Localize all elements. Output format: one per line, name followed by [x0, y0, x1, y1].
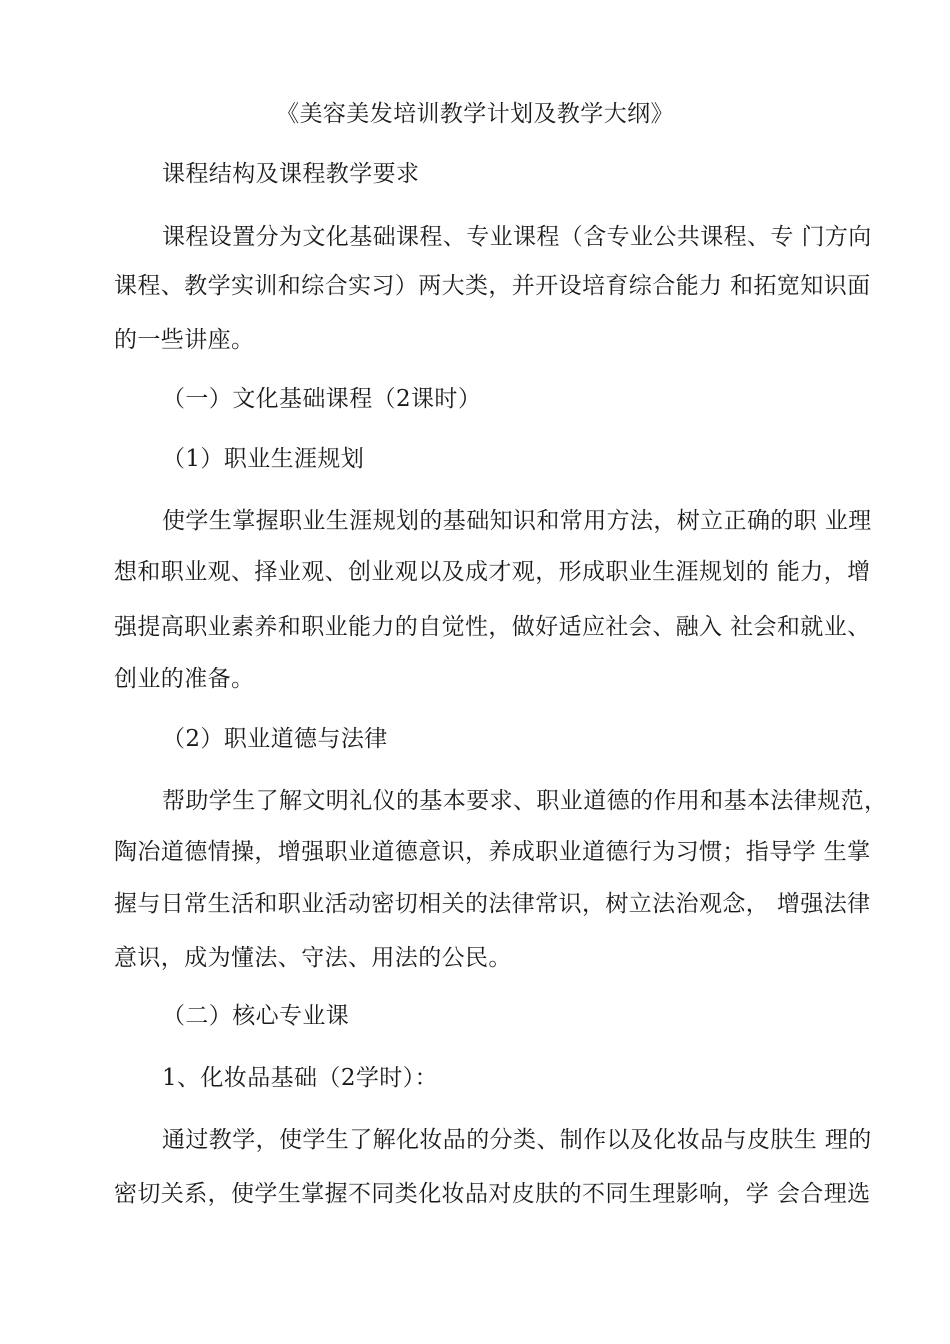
heading-core-courses: （二）核心专业课 [162, 1003, 350, 1029]
heading-career-planning: （1）职业生涯规划 [162, 446, 365, 472]
para-intro-line-1: 课程设置分为文化基础课程、专业课程（含专业公共课程、专 门方向 [162, 224, 872, 250]
heading-ethics-law: （2）职业道德与法律 [162, 726, 388, 752]
para-cosmetics-basic-line-1: 通过教学，使学生了解化妆品的分类、制作以及化妆品与皮肤生 理的 [162, 1127, 872, 1153]
heading-culture-basic: （一）文化基础课程（2课时） [162, 386, 482, 412]
para-ethics-law-line-4: 意识，成为懂法、守法、用法的公民。 [114, 945, 512, 971]
para-intro-line-2: 课程、教学实训和综合实习）两大类，并开设培育综合能力 和拓宽知识面 [114, 273, 871, 299]
para-ethics-law-line-1: 帮助学生了解文明礼仪的基本要求、职业道德的作用和基本法律规范， [162, 788, 888, 814]
para-career-planning-line-4: 创业的准备。 [114, 666, 255, 692]
para-career-planning-line-3: 强提高职业素养和职业能力的自觉性，做好适应社会、融入 社会和就业、 [114, 614, 871, 640]
para-career-planning-line-2: 想和职业观、择业观、创业观以及成才观，形成职业生涯规划的 能力，增 [114, 559, 871, 585]
para-ethics-law-line-2: 陶冶道德情操，增强职业道德意识，养成职业道德行为习惯；指导学 生掌 [114, 839, 871, 865]
para-intro-line-3: 的一些讲座。 [114, 327, 255, 353]
para-career-planning-line-1: 使学生掌握职业生涯规划的基础知识和常用方法，树立正确的职 业理 [162, 508, 872, 534]
heading-cosmetics-basic: 1、化妆品基础（2学时）： [162, 1065, 438, 1091]
para-cosmetics-basic-line-2: 密切关系，使学生掌握不同类化妆品对皮肤的不同生理影响，学 会合理选 [114, 1181, 871, 1207]
para-ethics-law-line-3: 握与日常生活和职业活动密切相关的法律常识，树立法治观念， 增强法律 [114, 891, 871, 917]
document-title: 《美容美发培训教学计划及教学大纲》 [276, 101, 674, 127]
heading-course-structure: 课程结构及课程教学要求 [162, 161, 420, 187]
